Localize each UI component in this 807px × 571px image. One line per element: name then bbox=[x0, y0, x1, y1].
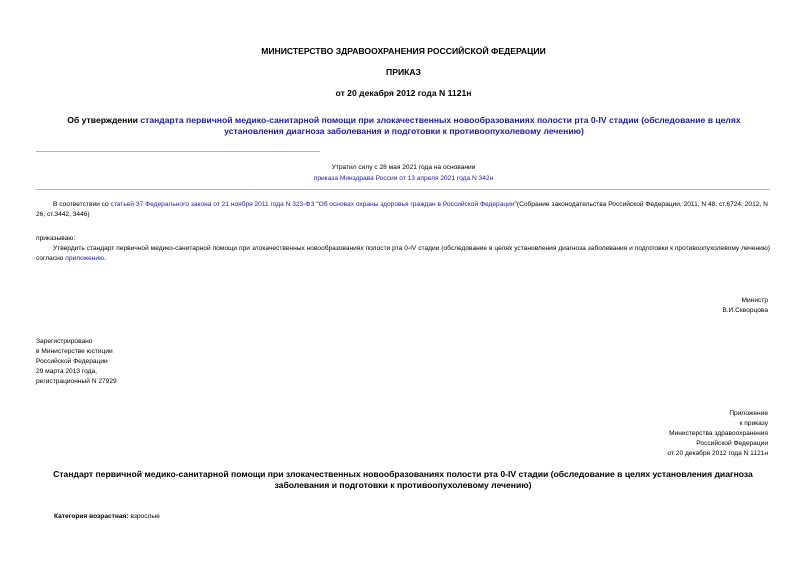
repeal-order-link[interactable]: приказа Минздрава России от 13 апреля 2021 года N 342н bbox=[313, 175, 494, 182]
law-name-link[interactable]: Об основах охраны здоровья граждан в Российской Федерации bbox=[318, 201, 515, 208]
order-end: . bbox=[104, 255, 106, 262]
document-title bbox=[48, 115, 760, 137]
appendix-line-1: Приложение bbox=[729, 410, 768, 417]
age-category-label: Категория возрастная: bbox=[54, 513, 129, 520]
appendix-note bbox=[667, 409, 768, 459]
appendix-link[interactable]: приложению bbox=[65, 255, 105, 262]
registration-line-4: 29 марта 2013 года, bbox=[36, 368, 97, 375]
registration-line-2: в Министерстве юстиции bbox=[36, 348, 113, 355]
ministry-header: МИНИСТЕРСТВО ЗДРАВООХРАНЕНИЯ РОССИЙСКОЙ ФЕДЕРАЦИИ bbox=[261, 46, 546, 56]
preamble-lead: В соответствии со bbox=[53, 201, 111, 208]
signature-name: В.И.Скворцова bbox=[722, 307, 768, 314]
order-word: приказываю: bbox=[36, 235, 76, 242]
registration-line-5: регистрационный N 27929 bbox=[36, 378, 117, 385]
appendix-line-4: Российской Федерации bbox=[696, 440, 768, 447]
doc-type: ПРИКАЗ bbox=[386, 67, 421, 77]
registration-line-3: Российской Федерации bbox=[36, 358, 108, 365]
title-prefix: Об утверждении bbox=[67, 115, 141, 125]
standard-title: Стандарт первичной медико-санитарной помощи при злокачественных новообразованиях полости рта 0-IV стадии (обследование в целях установления диагноза заболевания и подготовки к противоопухолевому лечению) bbox=[53, 469, 753, 490]
order-text: Утвердить стандарт первичной медико-санитарной помощи при злокачественных новообразованиях полости рта 0-IV стадии (обследование в целях установления диагноза заболевания и подготовки к противоопухолевому лечению) согласно bbox=[36, 245, 770, 262]
divider-short bbox=[36, 151, 320, 152]
appendix-line-5: от 20 декабря 2012 года N 1121н bbox=[667, 450, 768, 457]
status-line: Утратил силу с 28 мая 2021 года на основании bbox=[331, 164, 476, 171]
order-paragraph bbox=[36, 244, 770, 264]
preamble-mid: " bbox=[314, 201, 319, 208]
age-category-value: взрослые bbox=[130, 513, 160, 520]
signature-position: Министр bbox=[741, 297, 768, 304]
law-article-link[interactable]: статьей 37 Федерального закона от 21 ноября 2011 года N 323-ФЗ bbox=[110, 201, 315, 208]
age-category bbox=[54, 512, 160, 522]
status-link-wrap bbox=[0, 174, 807, 184]
divider-full bbox=[36, 189, 770, 190]
preamble-paragraph bbox=[36, 200, 770, 220]
preamble-tail: "(Собрание законодательства Российской Федерации, 2011, N 48, ст.6724; 2012, N 26, ст.3442, 3446) bbox=[36, 201, 768, 218]
registration-line-1: Зарегистрировано bbox=[36, 338, 93, 345]
appendix-line-3: Министерства здравоохранения bbox=[669, 430, 768, 437]
title-standard-link[interactable]: стандарта первичной медико-санитарной помощи при злокачественных новообразованиях полости рта 0-IV стадии (обследование в целях установления диагноза заболевания и подготовки к противоопухолевому лечению) bbox=[140, 115, 741, 136]
doc-date-number: от 20 декабря 2012 года N 1121н bbox=[335, 88, 472, 98]
appendix-line-2: к приказу bbox=[739, 420, 768, 427]
registration-block bbox=[36, 337, 117, 387]
